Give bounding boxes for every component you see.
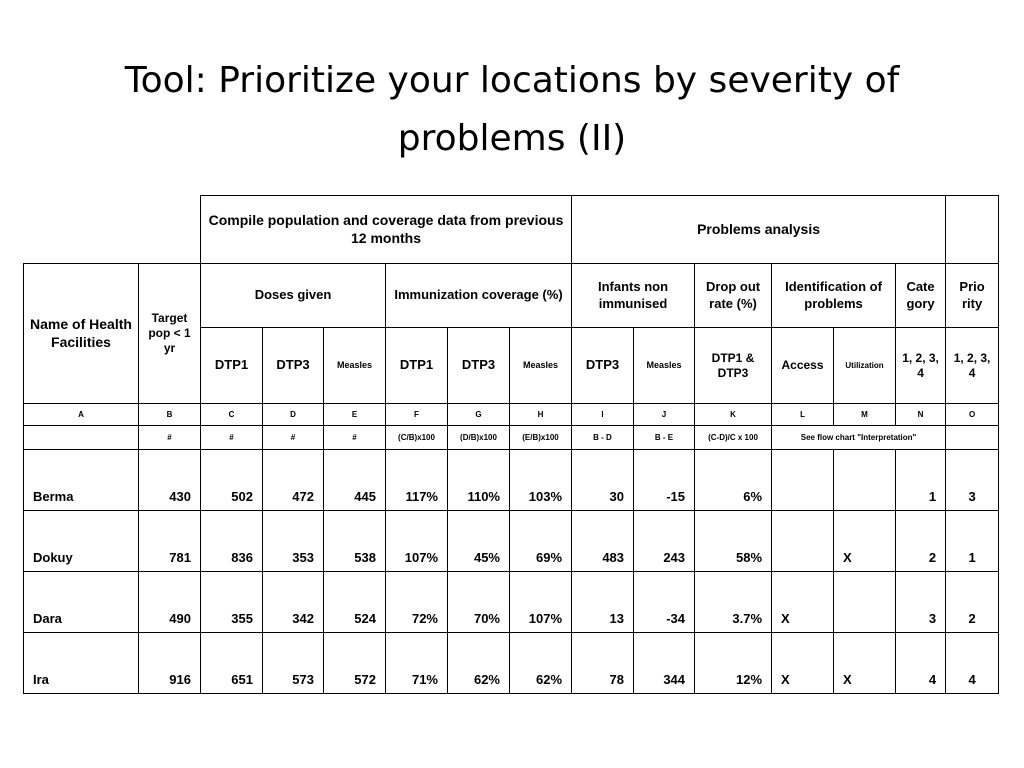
priority-value: 3 [946, 450, 999, 511]
formula-cell: (C/B)x100 [386, 426, 448, 450]
blank-corner [24, 196, 201, 264]
column-letter: D [263, 404, 324, 426]
column-letter: N [896, 404, 946, 426]
utilization-mark: X [834, 511, 896, 572]
problems-analysis-header: Problems analysis [572, 196, 946, 264]
group-header-row [24, 196, 999, 264]
slide-title-line-2: problems (II) [397, 118, 627, 159]
infants-dtp3-value: 483 [572, 511, 634, 572]
dropout-rate-value: 6% [695, 450, 772, 511]
facility-name: Dara [24, 572, 139, 633]
coverage-dtp1-value: 117% [386, 450, 448, 511]
infants-dtp3-value: 78 [572, 633, 634, 694]
name-of-health-facilities-header: Name of Health Facilities [24, 264, 139, 404]
dropout-rate-value: 12% [695, 633, 772, 694]
column-letter: E [324, 404, 386, 426]
target-pop-value: 490 [139, 572, 201, 633]
priority-values-header: 1, 2, 3, 4 [946, 328, 999, 404]
formula-cell: B - E [634, 426, 695, 450]
column-letter: F [386, 404, 448, 426]
table-row [24, 572, 999, 633]
formula-row [24, 426, 999, 450]
compile-data-header: Compile population and coverage data from previous 12 months [201, 196, 572, 264]
column-letter: G [448, 404, 510, 426]
column-letter: J [634, 404, 695, 426]
priority-value: 1 [946, 511, 999, 572]
target-pop-value: 781 [139, 511, 201, 572]
column-letter: L [772, 404, 834, 426]
column-letter: K [695, 404, 772, 426]
utilization-header: Utilization [834, 328, 896, 404]
slide-title [60, 52, 964, 168]
formula-cell: B - D [572, 426, 634, 450]
formula-cell: (D/B)x100 [448, 426, 510, 450]
formula-cell: # [324, 426, 386, 450]
coverage-measles-value: 103% [510, 450, 572, 511]
facility-name: Berma [24, 450, 139, 511]
category-value: 2 [896, 511, 946, 572]
infants-measles-value: -15 [634, 450, 695, 511]
table-row [24, 633, 999, 694]
doses-dtp3-value: 353 [263, 511, 324, 572]
infants-dtp3-value: 30 [572, 450, 634, 511]
formula-empty-cell [946, 426, 999, 450]
column-letter: I [572, 404, 634, 426]
target-pop-value: 430 [139, 450, 201, 511]
facility-name: Ira [24, 633, 139, 694]
dropout-rate-value: 58% [695, 511, 772, 572]
formula-cell: # [201, 426, 263, 450]
column-letter-row [24, 404, 999, 426]
doses-measles-value: 538 [324, 511, 386, 572]
coverage-dtp3-value: 62% [448, 633, 510, 694]
doses-dtp1-value: 355 [201, 572, 263, 633]
access-mark [772, 511, 834, 572]
column-letter: C [201, 404, 263, 426]
group-header-empty-cell [946, 196, 999, 264]
formula-cell: # [263, 426, 324, 450]
dropout-rate-value: 3.7% [695, 572, 772, 633]
formula-cell: # [139, 426, 201, 450]
coverage-dtp1-value: 71% [386, 633, 448, 694]
drop-out-rate-header: Drop out rate (%) [695, 264, 772, 328]
table-row [24, 511, 999, 572]
infants-measles-header: Measles [634, 328, 695, 404]
target-pop-value: 916 [139, 633, 201, 694]
coverage-dtp1-header: DTP1 [386, 328, 448, 404]
column-letter: O [946, 404, 999, 426]
coverage-dtp3-value: 110% [448, 450, 510, 511]
immunization-coverage-header: Immunization coverage (%) [386, 264, 572, 328]
doses-measles-header: Measles [324, 328, 386, 404]
coverage-measles-value: 62% [510, 633, 572, 694]
formula-cell: (E/B)x100 [510, 426, 572, 450]
priority-header: Prio rity [946, 264, 999, 328]
formula-cell: (C-D)/C x 100 [695, 426, 772, 450]
doses-dtp3-header: DTP3 [263, 328, 324, 404]
coverage-dtp1-value: 72% [386, 572, 448, 633]
column-letter: H [510, 404, 572, 426]
coverage-dtp1-value: 107% [386, 511, 448, 572]
infants-dtp3-header: DTP3 [572, 328, 634, 404]
utilization-mark: X [834, 633, 896, 694]
identification-of-problems-header: Identification of problems [772, 264, 896, 328]
doses-measles-value: 524 [324, 572, 386, 633]
doses-dtp3-value: 573 [263, 633, 324, 694]
coverage-measles-value: 107% [510, 572, 572, 633]
doses-dtp1-value: 502 [201, 450, 263, 511]
facility-rows [24, 450, 999, 694]
target-pop-header: Target pop < 1 yr [139, 264, 201, 404]
coverage-measles-header: Measles [510, 328, 572, 404]
utilization-mark [834, 572, 896, 633]
access-header: Access [772, 328, 834, 404]
doses-dtp3-value: 472 [263, 450, 324, 511]
category-value: 4 [896, 633, 946, 694]
formula-empty-cell [24, 426, 139, 450]
access-mark: X [772, 633, 834, 694]
infants-non-immunised-header: Infants non immunised [572, 264, 695, 328]
coverage-dtp3-value: 45% [448, 511, 510, 572]
access-mark [772, 450, 834, 511]
access-mark: X [772, 572, 834, 633]
facility-name: Dokuy [24, 511, 139, 572]
infants-measles-value: 344 [634, 633, 695, 694]
doses-given-header: Doses given [201, 264, 386, 328]
doses-measles-value: 572 [324, 633, 386, 694]
infants-measles-value: 243 [634, 511, 695, 572]
category-values-header: 1, 2, 3, 4 [896, 328, 946, 404]
doses-dtp3-value: 342 [263, 572, 324, 633]
category-value: 3 [896, 572, 946, 633]
column-letter: B [139, 404, 201, 426]
doses-dtp1-value: 651 [201, 633, 263, 694]
coverage-measles-value: 69% [510, 511, 572, 572]
doses-dtp1-header: DTP1 [201, 328, 263, 404]
prioritization-table [23, 195, 999, 694]
priority-value: 2 [946, 572, 999, 633]
doses-measles-value: 445 [324, 450, 386, 511]
formula-cell-flow-chart: See flow chart "Interpretation" [772, 426, 946, 450]
utilization-mark [834, 450, 896, 511]
infants-dtp3-value: 13 [572, 572, 634, 633]
coverage-dtp3-header: DTP3 [448, 328, 510, 404]
slide-title-line-1: Tool: Prioritize your locations by severity of [124, 60, 900, 101]
coverage-dtp3-value: 70% [448, 572, 510, 633]
column-letter: A [24, 404, 139, 426]
column-header-row [24, 264, 999, 328]
priority-value: 4 [946, 633, 999, 694]
category-header: Cate gory [896, 264, 946, 328]
dropout-dtp1-dtp3-header: DTP1 & DTP3 [695, 328, 772, 404]
infants-measles-value: -34 [634, 572, 695, 633]
column-letter: M [834, 404, 896, 426]
table-row [24, 450, 999, 511]
doses-dtp1-value: 836 [201, 511, 263, 572]
category-value: 1 [896, 450, 946, 511]
